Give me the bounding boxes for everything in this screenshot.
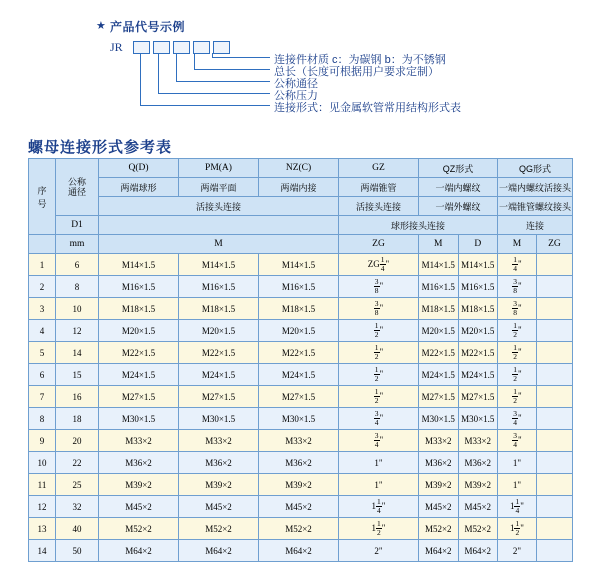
legend-title: 产品代号示例	[110, 20, 186, 34]
leader-line-h3	[176, 81, 270, 82]
header-qg-zg: ZG	[536, 235, 572, 254]
table-row	[29, 430, 573, 452]
cell-pm: M45×2	[179, 496, 259, 518]
header-pm: PM(A)	[179, 159, 259, 178]
cell-seq: 11	[29, 474, 56, 496]
cell-seq: 4	[29, 320, 56, 342]
leader-line-h2	[194, 69, 270, 70]
leader-line-v5	[140, 53, 141, 105]
cell-gz: 2"	[339, 540, 419, 562]
cell-qg-m: $\frac{3}{8}$ "	[498, 298, 537, 320]
cell-gz: $\frac{1}{2}$ "	[339, 386, 419, 408]
leader-line-h5	[140, 105, 270, 106]
cell-nz: M20×1.5	[259, 320, 339, 342]
cell-qz-d: M36×2	[458, 452, 498, 474]
cell-qg-m: 1 $\frac{1}{2}$ "	[498, 518, 537, 540]
cell-qz-d: M39×2	[458, 474, 498, 496]
header-nz-desc: 两端内接	[259, 178, 339, 197]
cell-qz-d: M64×2	[458, 540, 498, 562]
cell-gz: $\frac{1}{2}$ "	[339, 320, 419, 342]
product-code-legend	[0, 0, 600, 134]
cell-dn: 12	[56, 320, 99, 342]
cell-nz: M16×1.5	[259, 276, 339, 298]
cell-pm: M18×1.5	[179, 298, 259, 320]
cell-qg-zg	[536, 518, 572, 540]
cell-seq: 2	[29, 276, 56, 298]
cell-gz: $\frac{1}{2}$ "	[339, 342, 419, 364]
header-gz-join: 活接头连接	[339, 197, 419, 216]
cell-qz-d: M18×1.5	[458, 298, 498, 320]
cell-gz: 1"	[339, 452, 419, 474]
cell-dn: 18	[56, 408, 99, 430]
page-title: 螺母连接形式参考表	[28, 139, 173, 156]
cell-q: M22×1.5	[99, 342, 179, 364]
table-row	[29, 364, 573, 386]
table-row	[29, 518, 573, 540]
header-qg-desc: 一端内螺纹活接头	[498, 178, 573, 197]
cell-seq: 9	[29, 430, 56, 452]
legend-item-length: 总长（长度可根据用户要求定制）	[274, 66, 439, 78]
cell-nz: M27×1.5	[259, 386, 339, 408]
cell-pm: M33×2	[179, 430, 259, 452]
cell-seq: 8	[29, 408, 56, 430]
legend-item-nominal-pressure: 公称压力	[274, 90, 318, 102]
header-mm: mm	[56, 235, 99, 254]
cell-dn: 14	[56, 342, 99, 364]
header-qz-m: M	[419, 235, 459, 254]
cell-q: M39×2	[99, 474, 179, 496]
cell-seq: 3	[29, 298, 56, 320]
cell-dn: 16	[56, 386, 99, 408]
header-d1: D1	[56, 216, 99, 235]
cell-qz-d: M20×1.5	[458, 320, 498, 342]
table-row	[29, 452, 573, 474]
nut-connection-table-wrapper	[28, 158, 573, 562]
cell-nz: M14×1.5	[259, 254, 339, 276]
header-qz-desc: 一端内螺纹	[419, 178, 498, 197]
header-row-1	[29, 159, 573, 178]
cell-pm: M36×2	[179, 452, 259, 474]
table-row	[29, 474, 573, 496]
cell-pm: M16×1.5	[179, 276, 259, 298]
cell-qg-zg	[536, 342, 572, 364]
cell-qg-m: 1"	[498, 452, 537, 474]
legend-item-material: 连接件材质 c：为碳钢 b：为不锈钢	[274, 54, 446, 66]
legend-item-connection-type: 连接形式：见金属软管常用结构形式表	[274, 102, 461, 114]
cell-pm: M27×1.5	[179, 386, 259, 408]
cell-gz: $\frac{3}{4}$ "	[339, 408, 419, 430]
cell-gz: $\frac{3}{8}$ "	[339, 298, 419, 320]
header-seq: 序 号	[29, 159, 56, 235]
cell-seq: 5	[29, 342, 56, 364]
cell-pm: M64×2	[179, 540, 259, 562]
cell-q: M30×1.5	[99, 408, 179, 430]
cell-seq: 7	[29, 386, 56, 408]
cell-qz-m: M22×1.5	[419, 342, 459, 364]
table-row	[29, 320, 573, 342]
header-blank-1	[99, 216, 339, 235]
cell-qg-zg	[536, 386, 572, 408]
cell-dn: 8	[56, 276, 99, 298]
table-row	[29, 408, 573, 430]
cell-qg-zg	[536, 452, 572, 474]
header-qg: QG形式	[498, 159, 573, 178]
cell-nz: M36×2	[259, 452, 339, 474]
cell-nz: M30×1.5	[259, 408, 339, 430]
table-row	[29, 254, 573, 276]
cell-q: M36×2	[99, 452, 179, 474]
header-left-join: 活接头连接	[99, 197, 339, 216]
code-box-2	[153, 41, 170, 54]
header-qg-m: M	[498, 235, 537, 254]
cell-qg-m: $\frac{1}{4}$ "	[498, 254, 537, 276]
cell-qz-d: M16×1.5	[458, 276, 498, 298]
header-qg-conn: 连接	[498, 216, 573, 235]
cell-qz-m: M36×2	[419, 452, 459, 474]
cell-qg-zg	[536, 430, 572, 452]
code-prefix: JR	[110, 40, 123, 54]
cell-seq: 13	[29, 518, 56, 540]
cell-nz: M24×1.5	[259, 364, 339, 386]
cell-qg-zg	[536, 254, 572, 276]
code-boxes	[133, 41, 230, 54]
cell-qg-m: $\frac{1}{2}$ "	[498, 342, 537, 364]
cell-dn: 50	[56, 540, 99, 562]
cell-qz-d: M45×2	[458, 496, 498, 518]
table-row	[29, 276, 573, 298]
header-q-desc: 两端球形	[99, 178, 179, 197]
code-box-1	[133, 41, 150, 54]
cell-nz: M33×2	[259, 430, 339, 452]
cell-qz-d: M27×1.5	[458, 386, 498, 408]
header-gz-desc: 两端锥管	[339, 178, 419, 197]
cell-pm: M20×1.5	[179, 320, 259, 342]
cell-q: M52×2	[99, 518, 179, 540]
cell-pm: M24×1.5	[179, 364, 259, 386]
header-q: Q(D)	[99, 159, 179, 178]
leader-line-h4	[158, 93, 270, 94]
cell-pm: M14×1.5	[179, 254, 259, 276]
cell-qg-m: $\frac{3}{4}$ "	[498, 430, 537, 452]
cell-pm: M22×1.5	[179, 342, 259, 364]
cell-qz-m: M24×1.5	[419, 364, 459, 386]
cell-qg-m: $\frac{3}{4}$ "	[498, 408, 537, 430]
code-box-5	[213, 41, 230, 54]
cell-dn: 32	[56, 496, 99, 518]
cell-q: M24×1.5	[99, 364, 179, 386]
cell-nz: M52×2	[259, 518, 339, 540]
code-box-4	[193, 41, 210, 54]
cell-pm: M30×1.5	[179, 408, 259, 430]
header-gz: GZ	[339, 159, 419, 178]
cell-nz: M45×2	[259, 496, 339, 518]
header-row-5	[29, 235, 573, 254]
cell-qz-m: M18×1.5	[419, 298, 459, 320]
header-row-2	[29, 178, 573, 197]
cell-qz-m: M64×2	[419, 540, 459, 562]
leader-line-v4	[158, 53, 159, 93]
table-row	[29, 386, 573, 408]
cell-qg-m: $\frac{1}{2}$ "	[498, 320, 537, 342]
cell-dn: 22	[56, 452, 99, 474]
cell-qg-zg	[536, 298, 572, 320]
cell-seq: 12	[29, 496, 56, 518]
header-qz-thread: 一端外螺纹	[419, 197, 498, 216]
header-pm-desc: 两端平面	[179, 178, 259, 197]
cell-gz: $\frac{3}{8}$ "	[339, 276, 419, 298]
table-row	[29, 540, 573, 562]
cell-qz-m: M39×2	[419, 474, 459, 496]
header-dn: 公称 通径	[56, 159, 99, 216]
header-zg-gz: ZG	[339, 235, 419, 254]
cell-qg-zg	[536, 496, 572, 518]
cell-nz: M64×2	[259, 540, 339, 562]
cell-dn: 15	[56, 364, 99, 386]
cell-gz: 1 $\frac{1}{2}$ "	[339, 518, 419, 540]
leader-line-v3	[176, 53, 177, 81]
cell-qz-d: M52×2	[458, 518, 498, 540]
cell-dn: 40	[56, 518, 99, 540]
cell-gz: ZG $\frac{1}{4}$ "	[339, 254, 419, 276]
cell-qz-d: M30×1.5	[458, 408, 498, 430]
header-qz-d: D	[458, 235, 498, 254]
cell-qz-m: M33×2	[419, 430, 459, 452]
cell-qz-m: M16×1.5	[419, 276, 459, 298]
cell-q: M14×1.5	[99, 254, 179, 276]
table-header	[29, 159, 573, 254]
cell-qz-m: M20×1.5	[419, 320, 459, 342]
header-row-4	[29, 216, 573, 235]
cell-qz-m: M52×2	[419, 518, 459, 540]
cell-q: M64×2	[99, 540, 179, 562]
cell-dn: 10	[56, 298, 99, 320]
nut-connection-table	[28, 158, 573, 562]
header-blank-seq	[29, 235, 56, 254]
cell-nz: M39×2	[259, 474, 339, 496]
cell-qz-d: M22×1.5	[458, 342, 498, 364]
cell-seq: 6	[29, 364, 56, 386]
cell-seq: 1	[29, 254, 56, 276]
cell-qg-m: 2"	[498, 540, 537, 562]
cell-q: M33×2	[99, 430, 179, 452]
cell-gz: $\frac{3}{4}$ "	[339, 430, 419, 452]
cell-nz: M22×1.5	[259, 342, 339, 364]
cell-gz: 1 $\frac{1}{4}$ "	[339, 496, 419, 518]
cell-seq: 10	[29, 452, 56, 474]
cell-qz-m: M45×2	[419, 496, 459, 518]
cell-q: M20×1.5	[99, 320, 179, 342]
cell-dn: 6	[56, 254, 99, 276]
table-row	[29, 342, 573, 364]
header-nz: NZ(C)	[259, 159, 339, 178]
cell-qg-m: 1 $\frac{1}{4}$ "	[498, 496, 537, 518]
cell-qg-zg	[536, 276, 572, 298]
header-qg-thread: 一端锥管螺纹接头	[498, 197, 573, 216]
cell-qz-d: M33×2	[458, 430, 498, 452]
cell-dn: 20	[56, 430, 99, 452]
legend-item-nominal-diameter: 公称通径	[274, 78, 318, 90]
cell-qz-m: M14×1.5	[419, 254, 459, 276]
table-row	[29, 496, 573, 518]
cell-qg-zg	[536, 320, 572, 342]
table-body	[29, 254, 573, 562]
cell-pm: M52×2	[179, 518, 259, 540]
cell-nz: M18×1.5	[259, 298, 339, 320]
cell-qz-d: M24×1.5	[458, 364, 498, 386]
cell-qg-m: $\frac{1}{2}$ "	[498, 386, 537, 408]
header-qz-ball: 球形接头连接	[339, 216, 498, 235]
header-m-left: M	[99, 235, 339, 254]
cell-qg-zg	[536, 408, 572, 430]
cell-qg-zg	[536, 364, 572, 386]
cell-seq: 14	[29, 540, 56, 562]
cell-qg-m: $\frac{3}{8}$ "	[498, 276, 537, 298]
leader-line-h1	[212, 57, 270, 58]
cell-qz-d: M14×1.5	[458, 254, 498, 276]
cell-q: M27×1.5	[99, 386, 179, 408]
header-qz: QZ形式	[419, 159, 498, 178]
cell-q: M18×1.5	[99, 298, 179, 320]
cell-qg-m: 1"	[498, 474, 537, 496]
cell-gz: $\frac{1}{2}$ "	[339, 364, 419, 386]
cell-pm: M39×2	[179, 474, 259, 496]
cell-qg-zg	[536, 540, 572, 562]
table-row	[29, 298, 573, 320]
leader-line-v2	[194, 53, 195, 69]
header-row-3	[29, 197, 573, 216]
cell-qg-m: $\frac{1}{2}$ "	[498, 364, 537, 386]
cell-qz-m: M27×1.5	[419, 386, 459, 408]
cell-q: M16×1.5	[99, 276, 179, 298]
star-icon: ★	[96, 20, 106, 32]
cell-dn: 25	[56, 474, 99, 496]
cell-gz: 1"	[339, 474, 419, 496]
cell-q: M45×2	[99, 496, 179, 518]
cell-qz-m: M30×1.5	[419, 408, 459, 430]
cell-qg-zg	[536, 474, 572, 496]
